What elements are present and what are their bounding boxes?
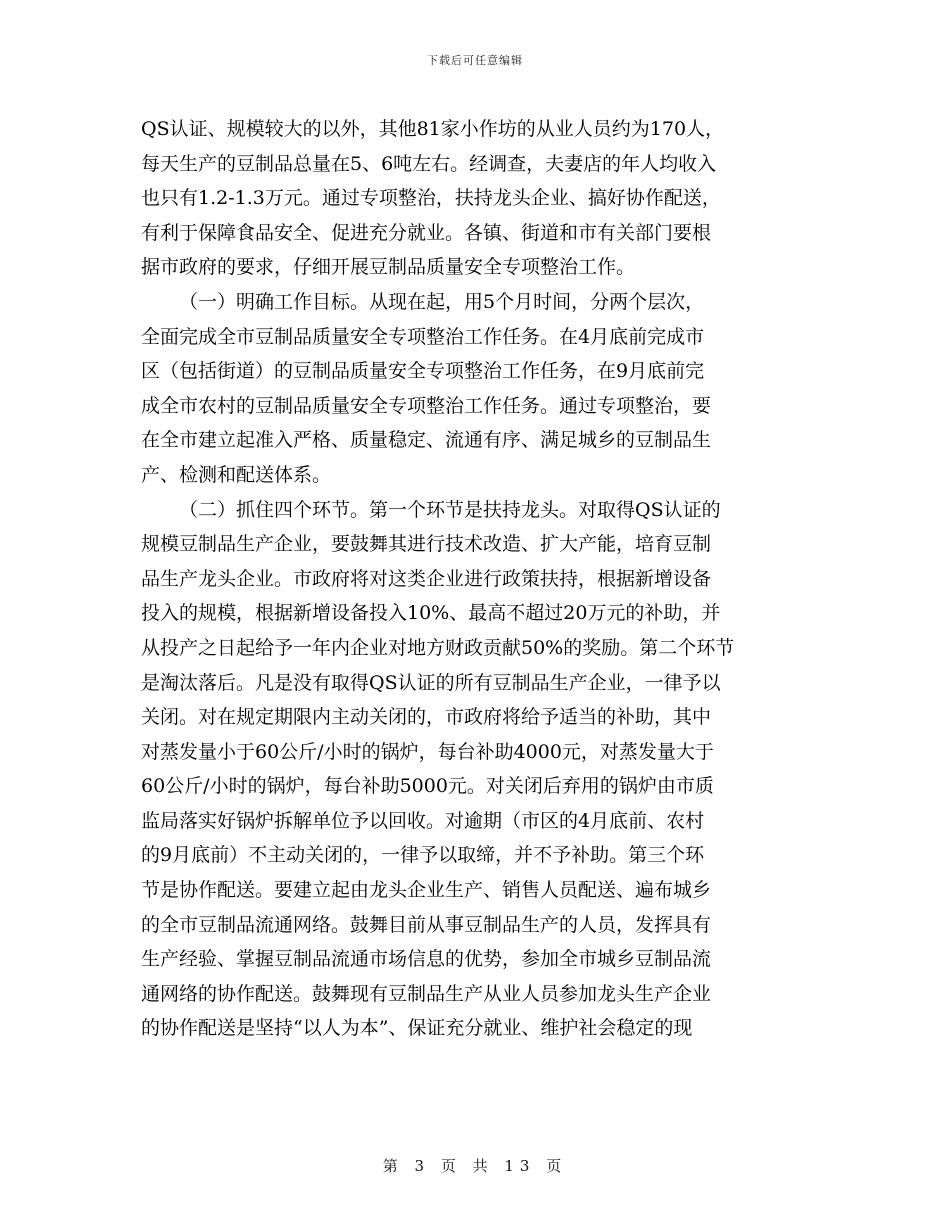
text-line: QS认证、规模较大的以外，其他81家小作坊的从业人员约为170人，: [141, 118, 725, 140]
page-header: 下载后可任意编辑: [427, 54, 523, 67]
text-line: 从投产之日起给予一年内企业对地方财政贡献50%的奖励。第二个环节: [141, 636, 735, 659]
text-line: 全面完成全市豆制品质量安全专项整治工作任务。在4月底前完成市: [141, 325, 705, 348]
text-line: 通网络的协作配送。鼓舞现有豆制品生产从业人员参加龙头生产企业: [141, 982, 712, 1005]
text-line: 关闭。对在规定期限内主动关闭的，市政府将给予适当的补助，其中: [141, 706, 712, 729]
page-number: 第 3 页 共 13 页: [382, 1157, 568, 1175]
text-line: 的9月底前）不主动关闭的，一律予以取缔，并不予补助。第三个环: [141, 844, 705, 867]
text-line: 的协作配送是坚持“以人为本”、保证充分就业、维护社会稳定的现: [141, 1017, 693, 1040]
paragraph-start-line: （一）明确工作目标。从现在起，用5个月时间，分两个层次，: [179, 290, 705, 313]
document-body: [141, 112, 809, 1046]
text-line: 的全市豆制品流通网络。鼓舞目前从事豆制品生产的人员，发挥具有: [141, 913, 712, 936]
text-line: 成全市农村的豆制品质量安全专项整治工作任务。通过专项整治，要: [141, 394, 712, 417]
text-line: 产、检测和配送体系。: [141, 463, 332, 486]
text-line: 区（包括街道）的豆制品质量安全专项整治工作任务，在9月底前完: [141, 360, 705, 383]
text-line: 对蒸发量小于60公斤/小时的锅炉，每台补助4000元，对蒸发量大于: [141, 740, 714, 763]
text-line: 据市政府的要求，仔细开展豆制品质量安全专项整治工作。: [141, 256, 636, 279]
text-line: 是淘汰落后。凡是没有取得QS认证的所有豆制品生产企业，一律予以: [141, 671, 721, 694]
text-line: 在全市建立起准入严格、质量稳定、流通有序、满足城乡的豆制品生: [141, 429, 712, 452]
text-line: 也只有1.2-1.3万元。通过专项整治，扶持龙头企业、搞好协作配送，: [141, 187, 721, 210]
text-line: 有利于保障食品安全、促进充分就业。各镇、街道和市有关部门要根: [141, 221, 712, 244]
paragraph-start-line: （二）抓住四个环节。第一个环节是扶持龙头。对取得QS认证的: [179, 498, 721, 521]
text-line: 每天生产的豆制品总量在5、6吨左右。经调查，夫妻店的年人均收入: [141, 152, 717, 175]
text-line: 节是协作配送。要建立起由龙头企业生产、销售人员配送、遍布城乡: [141, 879, 712, 902]
text-line: 品生产龙头企业。市政府将对这类企业进行政策扶持，根据新增设备: [141, 567, 712, 590]
text-line: 生产经验、掌握豆制品流通市场信息的优势，参加全市城乡豆制品流: [141, 948, 712, 971]
text-line: 监局落实好锅炉拆解单位予以回收。对逾期（市区的4月底前、农村: [141, 809, 705, 832]
text-line: 投入的规模，根据新增设备投入10%、最高不超过20万元的补助，并: [141, 602, 721, 625]
text-line: 60公斤/小时的锅炉，每台补助5000元。对关闭后弃用的锅炉由市质: [141, 775, 714, 798]
text-line: 规模豆制品生产企业，要鼓舞其进行技术改造、扩大产能，培育豆制: [141, 533, 712, 556]
